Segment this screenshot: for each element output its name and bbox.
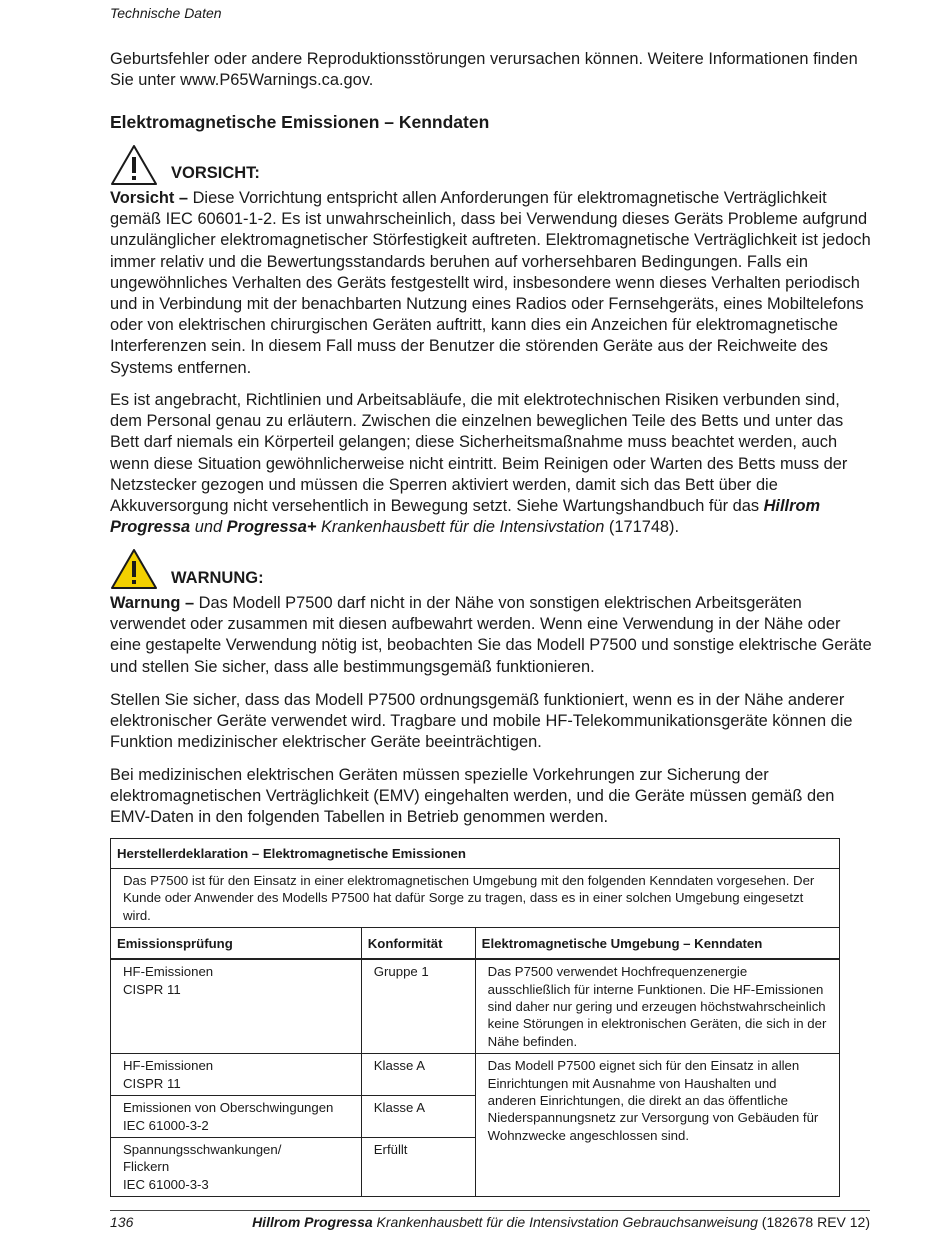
footer-doc-title: Krankenhausbett für die Intensivstation Gebrauchsanweisung xyxy=(372,1214,758,1230)
table-row xyxy=(111,959,840,1054)
caution-paragraph xyxy=(110,188,872,379)
compliance-cell: Erfüllt xyxy=(361,1138,475,1197)
environment-cell: Das P7500 verwendet Hochfrequenzenergie ausschließlich für interne Funktionen. Die HF-Emissionen sind daher nur gering und erzeugen höchstwahrscheinlich keine Störungen in elektronischen Geräten, die sich in der Nähe befinden. xyxy=(475,959,839,1054)
emv-paragraph: Bei medizinischen elektrischen Geräten müssen spezielle Vorkehrungen zur Sicherung der elektromagnetischen Verträglichkeit (EMV) eingehalten werden, und die Geräte müssen gemäß den EMV-Daten in den folgenden Tabellen in Betrieb genommen werden. xyxy=(110,766,835,827)
table-row xyxy=(111,1054,840,1096)
warning-lead: Warnung – xyxy=(110,594,195,612)
page-number: 136 xyxy=(110,1214,134,1230)
test-cell: Spannungsschwankungen/ Flickern IEC 61000-3-3 xyxy=(111,1138,362,1197)
intro-paragraph: Geburtsfehler oder andere Reproduktionsstörungen verursachen können. Weitere Informationen finden Sie unter www.P65Warnings.ca.gov. xyxy=(110,50,858,90)
test-cell: HF-Emissionen CISPR 11 xyxy=(111,959,362,1054)
test-cell: Emissionen von Oberschwingungen IEC 61000-3-2 xyxy=(111,1096,362,1138)
section-heading: Elektromagnetische Emissionen – Kenndaten xyxy=(110,112,490,132)
brand-name-plus: Progressa+ xyxy=(226,518,317,537)
and-text: und xyxy=(190,518,227,537)
caution-triangle-icon xyxy=(110,144,158,186)
footer-doc-ref: (182678 REV 12) xyxy=(757,1214,870,1230)
table-intro: Das P7500 ist für den Einsatz in einer elektromagnetischen Umgebung mit den folgenden Kenndaten vorgesehen. Der Kunde oder Anwender des Modells P7500 hat dafür Sorge zu tragen, dass es in einer solchen Umgebung eingesetzt wird. xyxy=(111,869,840,928)
warning-label: WARNUNG: xyxy=(171,569,264,587)
safety-paragraph xyxy=(110,390,872,538)
product-name: Krankenhausbett für die Intensivstation xyxy=(316,518,605,537)
emissions-table xyxy=(110,838,840,1197)
column-header: Emissionsprüfung xyxy=(111,928,362,960)
compliance-cell: Gruppe 1 xyxy=(361,959,475,1054)
footer-divider xyxy=(110,1210,870,1211)
footer-title xyxy=(252,1214,870,1230)
compliance-cell: Klasse A xyxy=(361,1054,475,1096)
table-title: Herstellerdeklaration – Elektromagnetische Emissionen xyxy=(111,839,840,869)
caution-text: Diese Vorrichtung entspricht allen Anforderungen für elektromagnetische Verträglichkeit gemäß IEC 60601-1-2. Es ist unwahrscheinlich, dass bei Verwendung dieses Geräts Probleme aufgrund unzulänglicher elektromagnetischer Störfestigkeit auftreten. Elektromagnetische Verträglichkeit ist jedoch immer relativ und die Bewertungsstandards beruhen auf vorhersehbaren Bedingungen. Falls ein ungewöhnliches Verhalten des Geräts festgestellt wird, insbesondere wenn dieses Verhalten periodisch und in Verbindung mit der benachbarten Nutzung eines Radios oder Fernsehgeräts, eines Mobiltelefons oder von elektrischen chirurgischen Geräten auftritt, kann dies ein Anzeichen für elektromagnetische Interferenzen sein. In diesem Fall muss der Benutzer die störenden Geräte aus der Reichweite des Systems entfernen. xyxy=(110,189,871,377)
brand-name: Hillrom Progressa xyxy=(110,497,821,537)
column-header: Elektromagnetische Umgebung – Kenndaten xyxy=(475,928,839,960)
compliance-cell: Klasse A xyxy=(361,1096,475,1138)
running-header: Technische Daten xyxy=(110,5,222,21)
safety-text: Es ist angebracht, Richtlinien und Arbeitsabläufe, die mit elektrotechnischen Risiken verbunden sind, dem Personal genau zu erläutern. Zwischen die einzelnen beweglichen Teile des Betts und unter das Bett darf niemals ein Körperteil gelangen; diese Sicherheitsmaßnahme muss beachtet werden, auch wenn diese Situation gewöhnlicherweise nicht eintritt. Beim Reinigen oder Warten des Betts muss der Netzstecker gezogen und müssen die Sperren aktiviert werden, damit sich das Bett über die Akkuversorgung nicht versehentlich in Bewegung setzt. Siehe Wartungshandbuch für das xyxy=(110,391,848,516)
warning-text: Das Modell P7500 darf nicht in der Nähe von sonstigen elektrischen Arbeitsgeräten verwendet oder zusammen mit diesen aufbewahrt werden. Wenn eine Verwendung in der Nähe oder eine gestapelte Verwendung nötig ist, beobachten Sie das Modell P7500 und sonstige elektrische Geräte und stellen Sie sicher, dass alle bestimmungsgemäß funktionieren. xyxy=(110,594,872,676)
environment-cell: Das Modell P7500 eignet sich für den Einsatz in allen Einrichtungen mit Ausnahme von Haushalten und anderen Einrichtungen, die direkt an das öffentliche Niederspannungsnetz zur Versorgung von Gebäuden für Wohnzwecke angeschlossen sind. xyxy=(475,1054,839,1197)
hf-paragraph: Stellen Sie sicher, dass das Modell P7500 ordnungsgemäß funktioniert, wenn es in der Nähe anderer elektronischer Geräte verwendet wird. Tragbare und mobile HF-Telekommunikationsgeräte können die Funktion medizinischer elektrischer Geräte beeinträchtigen. xyxy=(110,691,853,752)
footer-brand: Hillrom Progressa xyxy=(252,1214,373,1230)
test-cell: HF-Emissionen CISPR 11 xyxy=(111,1054,362,1096)
warning-triangle-icon xyxy=(110,548,158,590)
warning-paragraph xyxy=(110,593,872,678)
caution-label: VORSICHT: xyxy=(171,164,260,182)
caution-lead: Vorsicht – xyxy=(110,189,189,207)
reference-number: (171748). xyxy=(604,518,680,537)
column-header: Konformität xyxy=(361,928,475,960)
